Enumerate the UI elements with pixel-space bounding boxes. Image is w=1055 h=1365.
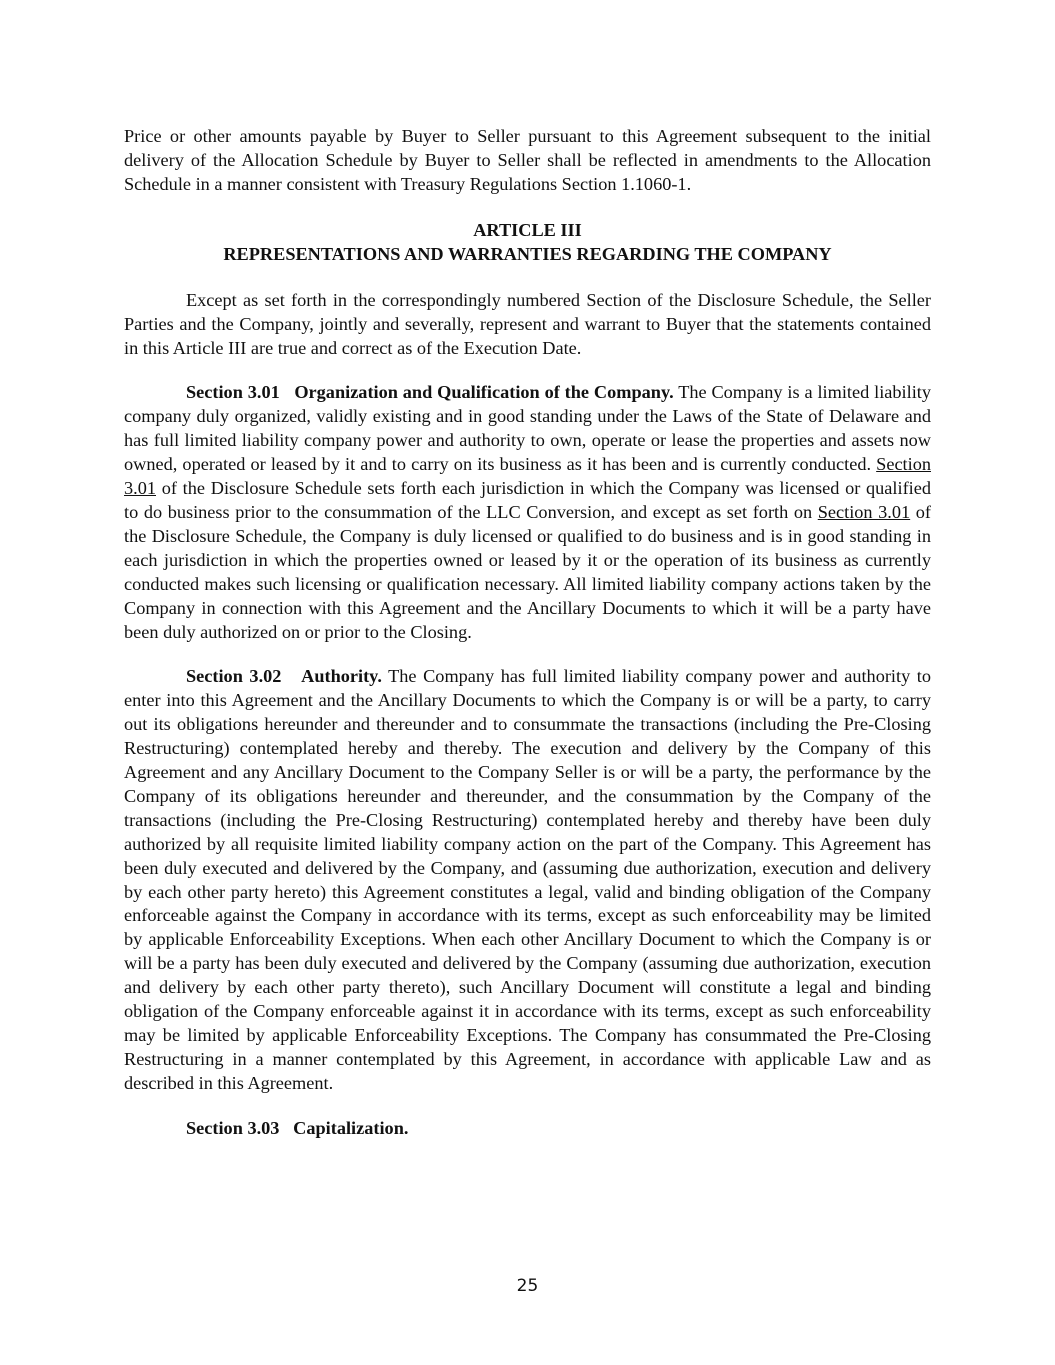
section-body: of the Disclosure Schedule sets forth each jurisdiction in which the Company was licensed or qualified to do business prior to the consummation of the LLC Conversion, and except as set forth on xyxy=(124,478,931,522)
section-body: The Company has full limited liability company power and authority to enter into this Agreement and the Ancillary Documents to which the Company is or will be a party, to carry out its obligations hereunder and thereunder and to consummate the transactions (including the Pre-Closing Restructuring) contemplated hereby and thereby. The execution and delivery by the Company of this Agreement and any Ancillary Document to the Company Seller is or will be a party, the performance by the Company of its obligations hereunder and thereunder, and the consummation by the Company of the transactions (including the Pre-Closing Restructuring) contemplated hereby and thereby have been duly authorized by all requisite limited liability company action on the part of the Company. This Agreement has been duly executed and delivered by the Company, and (assuming due authorization, execution and delivery by each other party hereto) this Agreement constitutes a legal, valid and binding obligation of the Company enforceable against the Company in accordance with its terms, except as such enforceability may be limited by applicable Enforceability Exceptions. When each other Ancillary Document to which the Company is or will be a party has been duly executed and delivered by the Company (assuming due authorization, execution and delivery by each other party thereto), such Ancillary Document will constitute a legal and binding obligation of the Company enforceable against it in accordance with its terms, except as such enforceability may be limited by applicable Enforceability Exceptions. The Company has consummated the Pre-Closing Restructuring in a manner contemplated by this Agreement, in accordance with applicable Law and as described in this Agreement. xyxy=(124,666,932,1093)
section-cross-reference: Section 3.01 xyxy=(817,501,911,522)
intro-paragraph: Price or other amounts payable by Buyer to Seller pursuant to this Agreement subsequent to the initial delivery of the Allocation Schedule by Buyer to Seller shall be reflected in amendments to the Allocation Schedule in a manner consistent with Treasury Regulations Section 1.1060-1. xyxy=(124,126,931,194)
section-number: Section 3.03 xyxy=(186,1117,280,1138)
section-body: The Company is a limited liability company duly organized, validly existing and in good standing under the Laws of the State of Delaware and has full limited liability company power and authority to own, operate or lease the properties and assets now owned, operated or leased by it and to carry on its business as it has been and is currently conducted. xyxy=(124,382,931,475)
section-number: Section 3.01 xyxy=(186,382,280,403)
section-cross-reference: Section 3.01 xyxy=(124,454,931,499)
section-3-01 xyxy=(124,381,931,644)
section-heading: Authority. xyxy=(301,666,382,687)
article-number: ARTICLE III xyxy=(473,219,582,240)
section-heading: Capitalization. xyxy=(293,1117,409,1138)
article-heading xyxy=(124,218,931,266)
section-3-02 xyxy=(124,665,931,1095)
article-preamble: Except as set forth in the correspondingly numbered Section of the Disclosure Schedule, the Seller Parties and the Company, jointly and severally, represent and warrant to Buyer that the statements contained in this Article III are true and correct as of the Execution Date. xyxy=(124,289,931,358)
article-title: REPRESENTATIONS AND WARRANTIES REGARDING THE COMPANY xyxy=(223,243,832,264)
section-heading: Organization and Qualification of the Company. xyxy=(294,382,674,403)
section-number: Section 3.02 xyxy=(186,666,282,687)
document-page xyxy=(124,125,931,1162)
section-3-03 xyxy=(124,1117,931,1141)
page-number: 25 xyxy=(516,1276,539,1296)
section-body: of the Disclosure Schedule, the Company is duly licensed or qualified to do business and is in good standing in each jurisdiction in which the properties owned or leased by it or the operation of its business as currently conducted makes such licensing or qualification necessary. All limited liability company actions taken by the Company in connection with this Agreement and the Ancillary Documents to which it will be a party have been duly authorized on or prior to the Closing. xyxy=(124,501,931,642)
